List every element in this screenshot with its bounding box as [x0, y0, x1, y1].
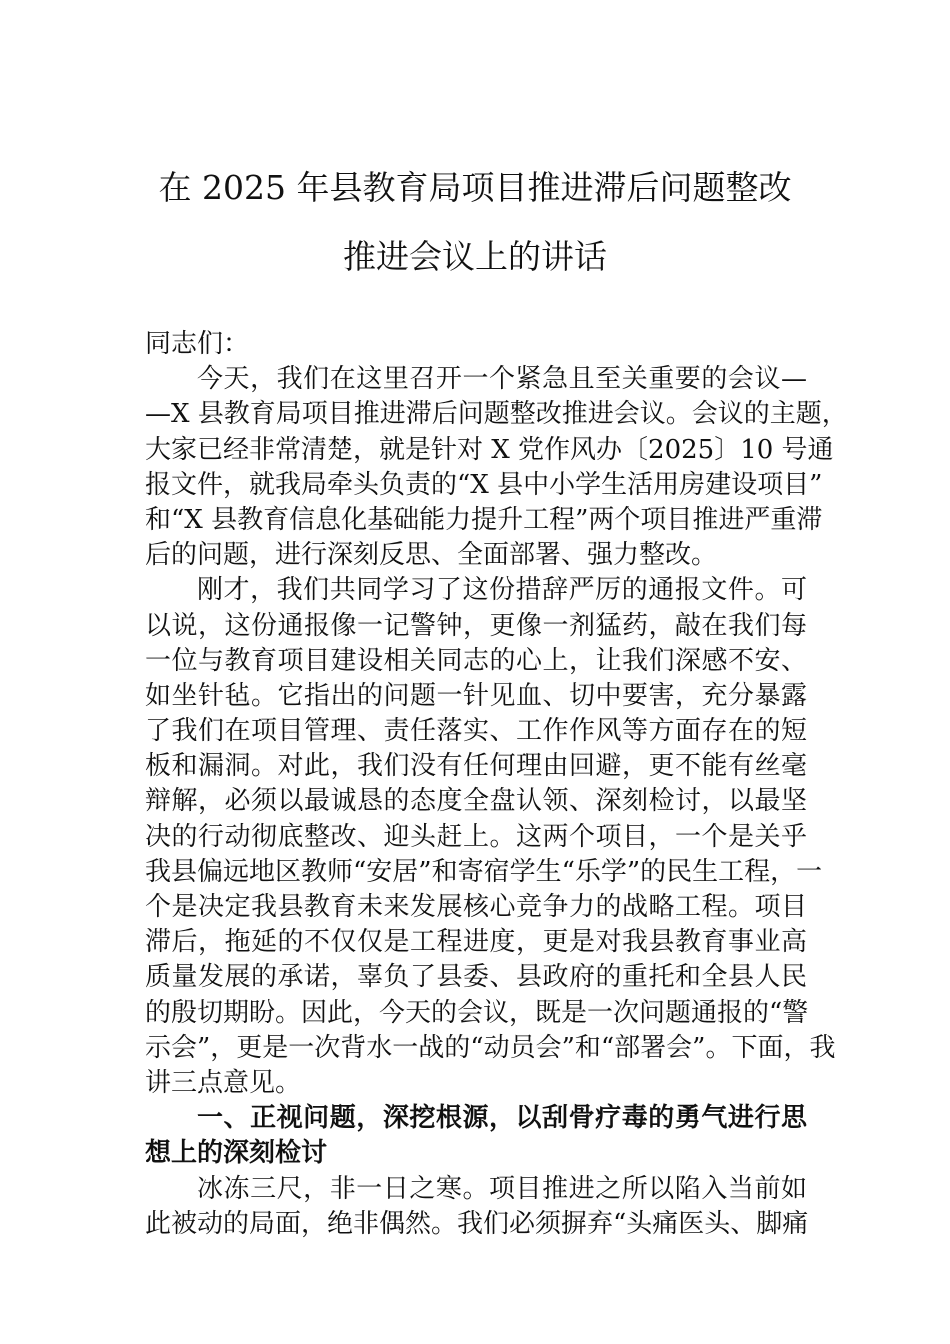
paragraph-line: 此被动的局面，绝非偶然。我们必须摒弃“头痛医头、脚痛: [145, 1208, 809, 1239]
paragraph-line: 讲三点意见。: [145, 1067, 302, 1098]
paragraph-line: 报文件，就我局牵头负责的“X 县中小学生活用房建设项目”: [145, 469, 823, 500]
salutation: 同志们：: [145, 329, 250, 359]
paragraph-line: 个是决定我县教育未来发展核心竞争力的战略工程。项目: [145, 892, 807, 922]
paragraph-line: 和“X 县教育信息化基础能力提升工程”两个项目推进严重滞: [145, 504, 823, 535]
paragraph-line: 后的问题，进行深刻反思、全面部署、强力整改。: [145, 540, 718, 571]
paragraph-line: 今天，我们在这里召开一个紧急且至关重要的会议—: [197, 364, 807, 395]
paragraph-line: 了我们在项目管理、责任落实、工作作风等方面存在的短: [145, 716, 807, 747]
paragraph-line: 大家已经非常清楚，就是针对 X 党作风办〔2025〕10 号通: [145, 434, 834, 465]
paragraph-line: 冰冻三尺，非一日之寒。项目推进之所以陷入当前如: [197, 1173, 807, 1204]
section-heading-line: 想上的深刻检讨: [145, 1138, 328, 1169]
paragraph-line: 板和漏洞。对此，我们没有任何理由回避，更不能有丝毫: [145, 751, 807, 782]
section-heading-line: 一、正视问题，深挖根源，以刮骨疗毒的勇气进行思: [197, 1103, 807, 1134]
document-title-line-2: 推进会议上的讲话: [343, 237, 607, 276]
paragraph-line: —X 县教育局项目推进滞后问题整改推进会议。会议的主题，: [145, 399, 848, 430]
paragraph-line: 以说，这份通报像一记警钟，更像一剂猛药，敲在我们每: [145, 610, 807, 641]
paragraph-line: 的殷切期盼。因此，今天的会议，既是一次问题通报的“警: [145, 997, 809, 1028]
paragraph-line: 刚才，我们共同学习了这份措辞严厉的通报文件。可: [197, 575, 807, 606]
paragraph-line: 我县偏远地区教师“安居”和寄宿学生“乐学”的民生工程，一: [145, 856, 823, 887]
paragraph-line: 滞后，拖延的不仅仅是工程进度，更是对我县教育事业高: [145, 927, 807, 958]
document-title-line-1: 在 2025 年县教育局项目推进滞后问题整改: [158, 168, 792, 207]
paragraph-line: 一位与教育项目建设相关同志的心上，让我们深感不安、: [145, 645, 807, 676]
paragraph-line: 辩解，必须以最诚恳的态度全盘认领、深刻检讨，以最坚: [145, 786, 807, 817]
paragraph-line: 质量发展的承诺，辜负了县委、县政府的重托和全县人民: [145, 962, 807, 993]
paragraph-line: 示会”，更是一次背水一战的“动员会”和“部署会”。下面，我: [145, 1032, 836, 1063]
document-body: [145, 327, 848, 1242]
paragraph-line: 如坐针毡。它指出的问题一针见血、切中要害，充分暴露: [145, 680, 807, 711]
paragraph-line: 决的行动彻底整改、迎头赶上。这两个项目，一个是关乎: [145, 821, 807, 852]
